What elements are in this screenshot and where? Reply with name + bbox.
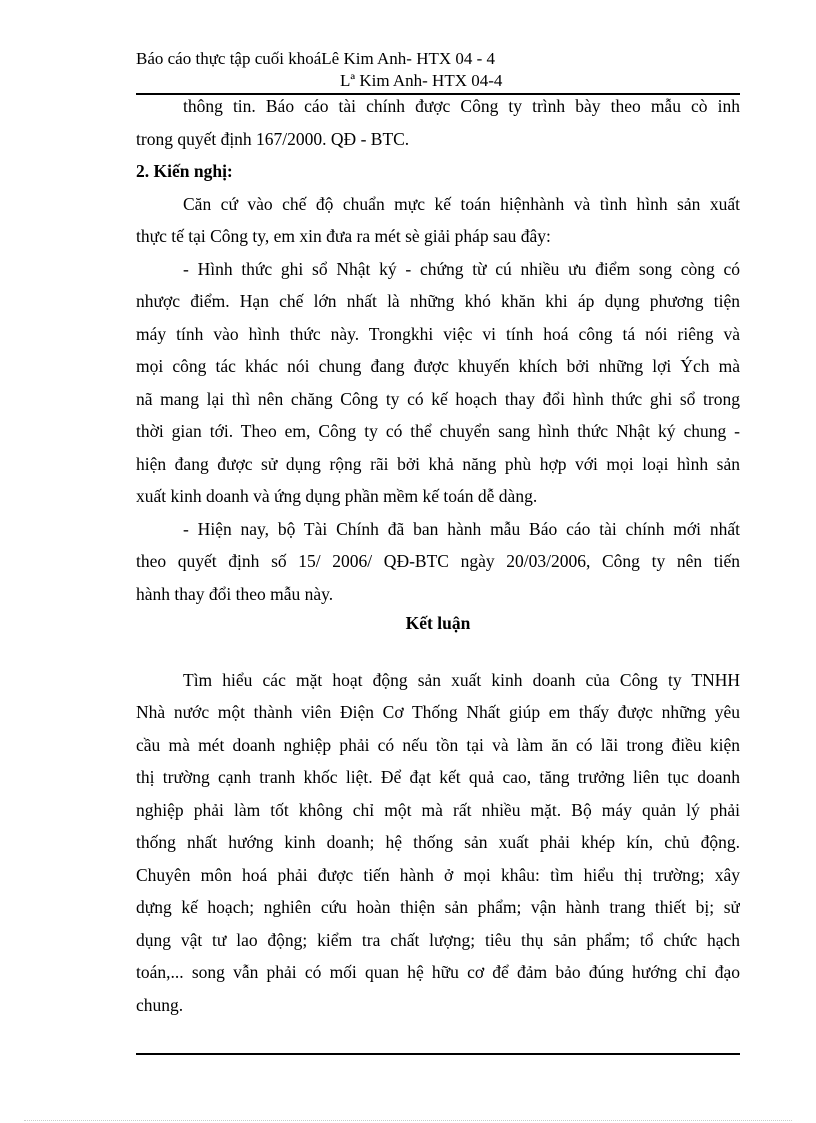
text-line: - Hiện nay, bộ Tài Chính đã ban hành mẫu Báo cáo tài chính mới nhất <box>183 519 740 539</box>
header-title: Báo cáo thực tập cuối khoáLê Kim Anh- HTX 04 - 4 <box>136 49 496 68</box>
text-line: toán,... song vẫn phải có mối quan hệ hữu cơ để đảm bảo đúng hướng chỉ đạo <box>136 962 740 982</box>
text-line: hiện đang được sử dụng rộng rãi bởi khả năng phù hợp với mọi loại hình sản <box>136 454 740 474</box>
text-line: Tìm hiểu các mặt hoạt động sản xuất kinh doanh của Công ty TNHH <box>183 670 740 690</box>
text-line: thông tin. Báo cáo tài chính được Công ty trình bày theo mẫu cò inh <box>183 96 740 116</box>
text-line: - Hình thức ghi sổ Nhật ký - chứng từ cú nhiều ưu điểm song còng có <box>183 259 740 279</box>
text-line: Chuyên môn hoá phải được tiến hành ở mọi khâu: tìm hiểu thị trường; xây <box>136 865 740 885</box>
text-line: theo quyết định số 15/ 2006/ QĐ-BTC ngày 20/03/2006, Công ty nên tiến <box>136 551 740 571</box>
conclusion-title: Kết luận <box>405 613 471 633</box>
text-line: nghiệp phải làm tốt không chỉ một mà rất nhiều mặt. Bộ máy quản lý phải <box>136 800 740 820</box>
text-line: nã mang lại thì nên chăng Công ty có kế hoạch thay đổi hình thức ghi sổ trong <box>136 389 740 409</box>
text-line: trong quyết định 167/2000. QĐ - BTC. <box>136 129 410 149</box>
text-line: hành thay đổi theo mẫu này. <box>136 584 334 604</box>
text-line: thời gian tới. Theo em, Công ty có thể chuyển sang hình thức Nhật ký chung - <box>136 421 740 441</box>
text-line: máy tính vào hình thức này. Trongkhi việc vi tính hoá công tá nói riêng và <box>136 324 740 344</box>
text-line: thị trường cạnh tranh khốc liệt. Để đạt kết quả cao, tăng trưởng liên tục doanh <box>136 767 740 787</box>
header-subtitle: Lª Kim Anh- HTX 04-4 <box>340 71 503 90</box>
page-edge <box>24 1120 792 1121</box>
text-line: Nhà nước một thành viên Điện Cơ Thống Nhất giúp em thấy được những yêu <box>136 702 740 722</box>
section-heading: 2. Kiến nghị: <box>136 161 233 181</box>
footer-divider <box>136 1053 740 1055</box>
text-line: mọi công tác khác nói chung đang được khuyến khích bởi những lợi Ých mà <box>136 356 740 376</box>
page-header <box>136 48 740 92</box>
text-line: xuất kinh doanh và ứng dụng phần mềm kế toán dễ dàng. <box>136 486 538 506</box>
text-line: dụng vật tư lao động; kiểm tra chất lượng; tiêu thụ sản phẩm; tổ chức hạch <box>136 930 740 950</box>
text-line: thống nhất hướng kinh doanh; hệ thống sản xuất phải khép kín, chủ động. <box>136 832 740 852</box>
text-line: thực tế tại Công ty, em xin đưa ra mét sè giải pháp sau đây: <box>136 226 551 246</box>
text-line: Căn cứ vào chế độ chuẩn mực kế toán hiệnhành và tình hình sản xuất <box>183 194 740 214</box>
text-line: nhược điểm. Hạn chế lớn nhất là những khó khăn khi áp dụng phương tiện <box>136 291 740 311</box>
text-line: chung. <box>136 995 184 1015</box>
text-line: dựng kế hoạch; nghiên cứu hoàn thiện sản phẩm; vận hành trang thiết bị; sử <box>136 897 740 917</box>
text-line: cầu mà mét doanh nghiệp phải có nếu tồn tại và làm ăn có lãi trong điều kiện <box>136 735 740 755</box>
